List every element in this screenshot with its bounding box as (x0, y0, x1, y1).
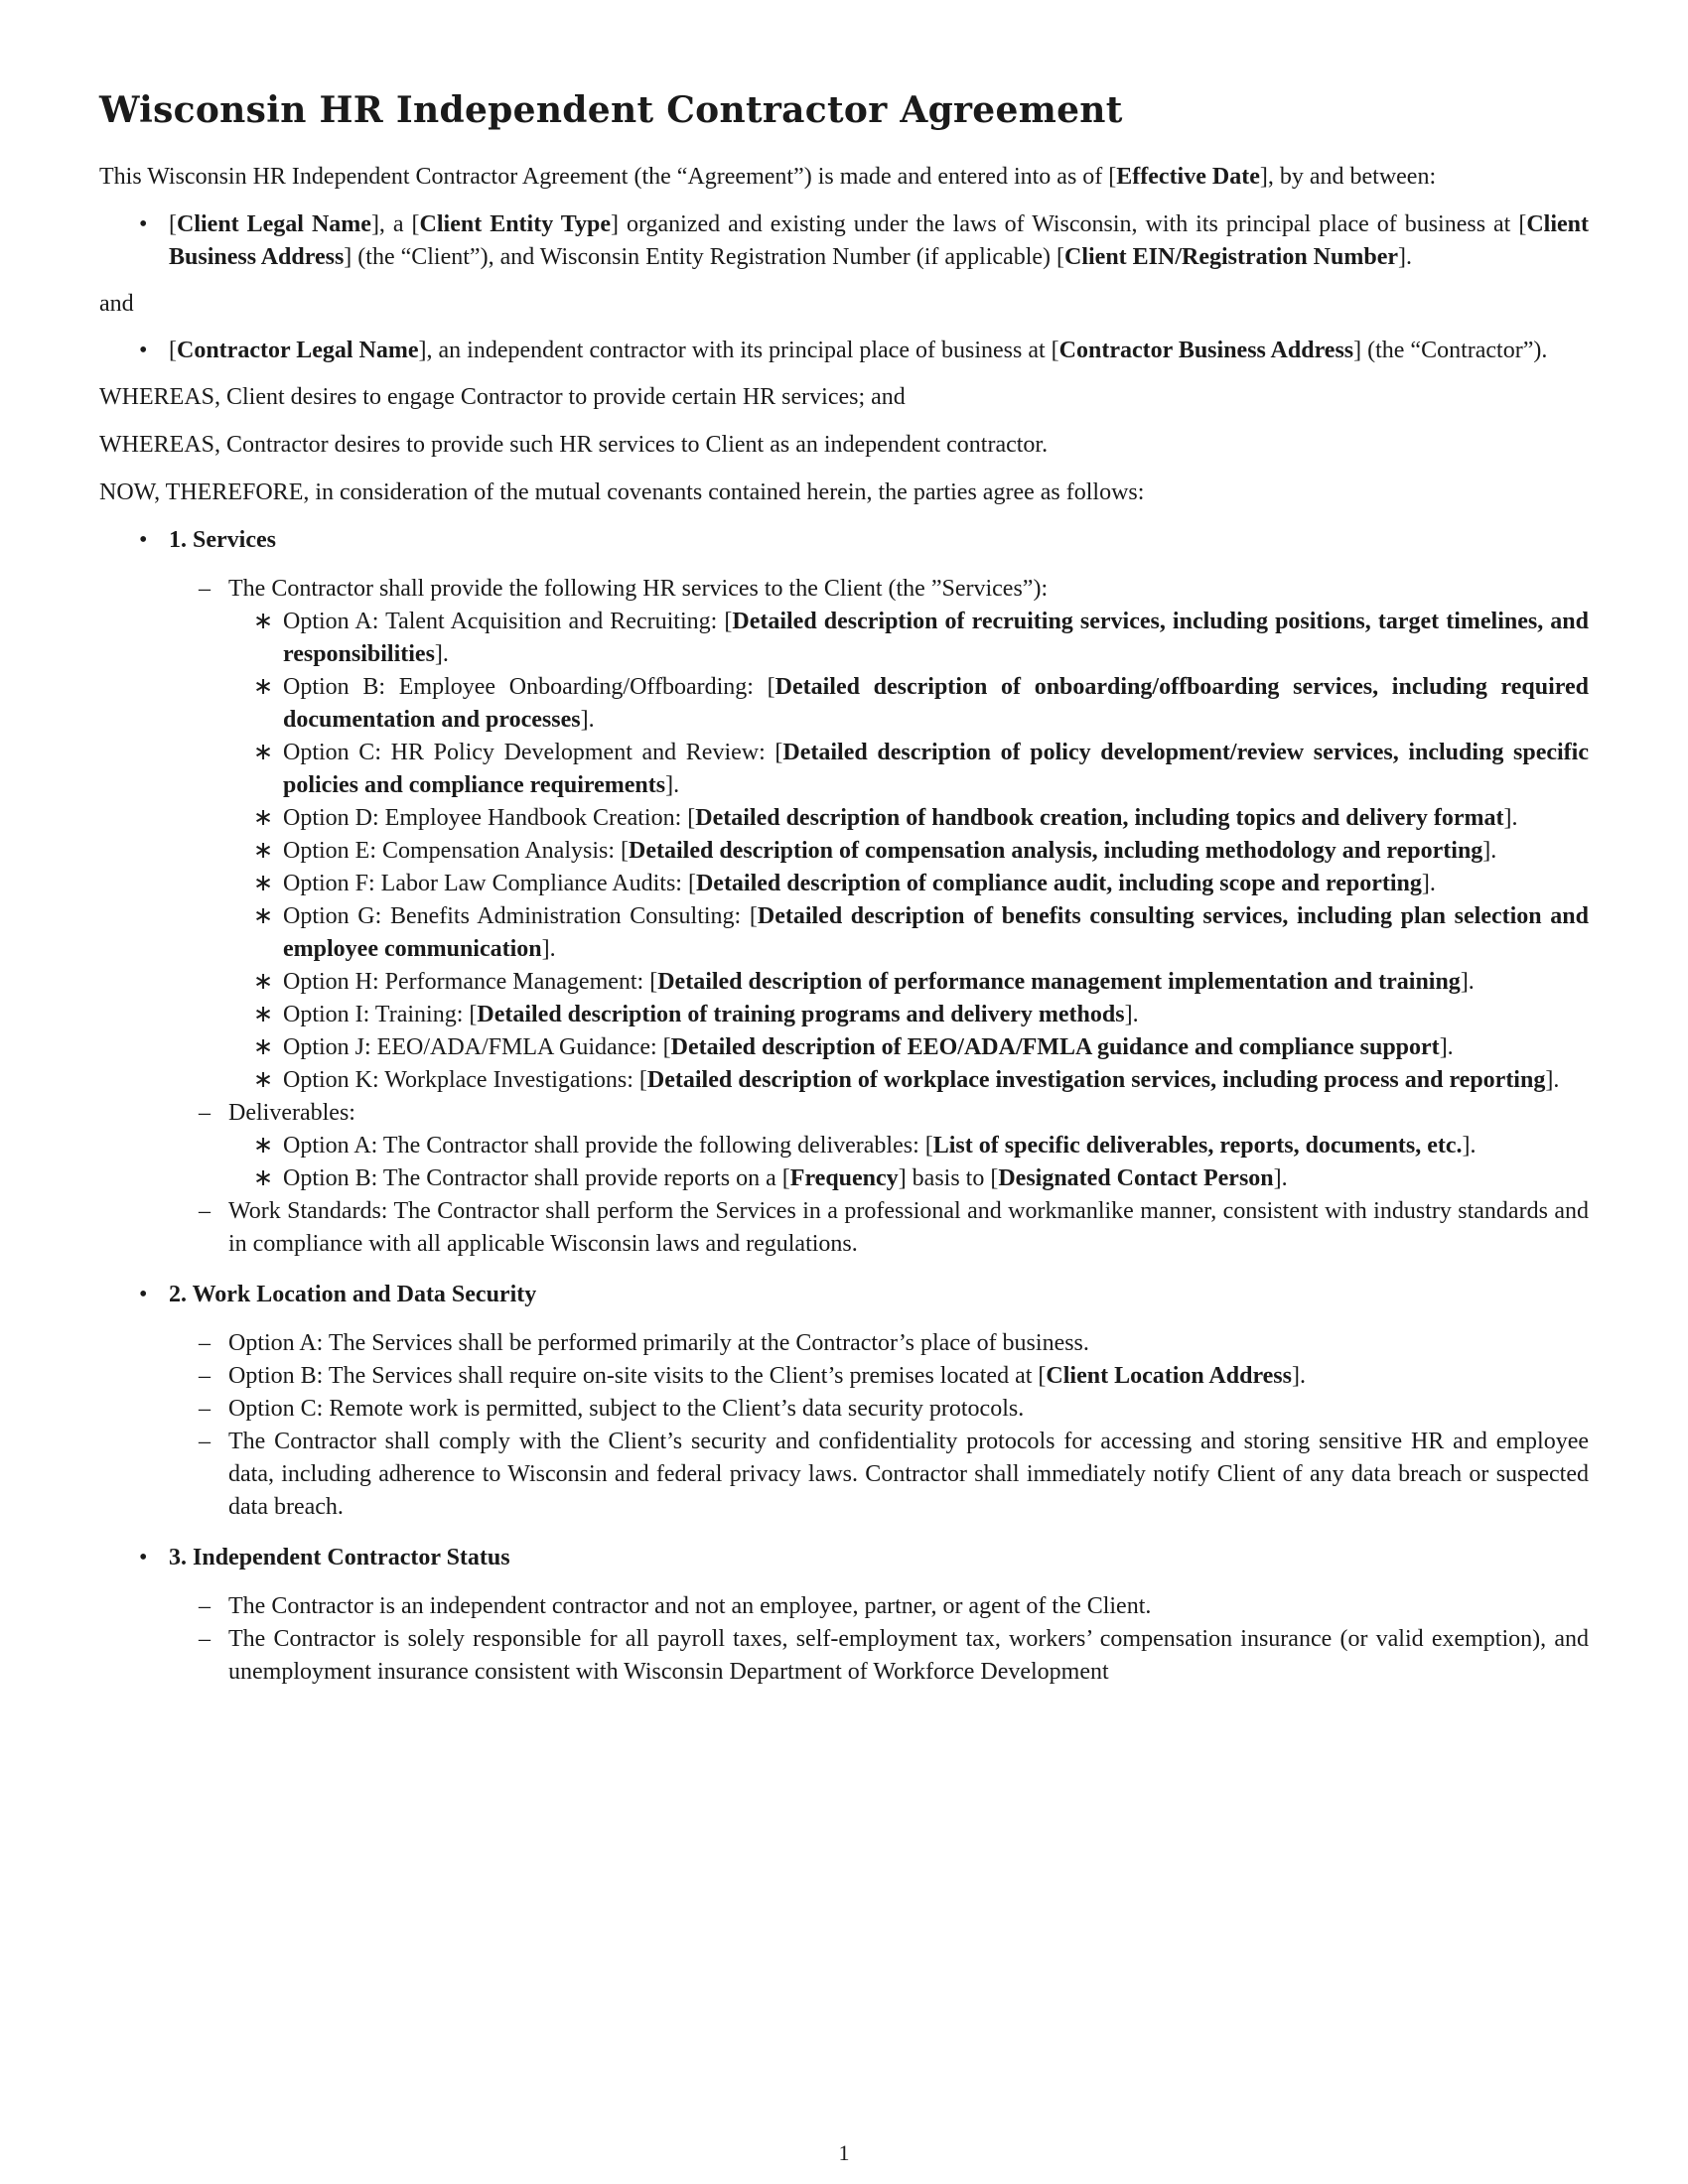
document-page (99, 89, 1589, 1705)
deliverables: – Deliverables: ∗ Option A: The Contractor shall provide the following deliverables: [List of specific deliverables, reports, documents, etc.]. ∗ Option B: The Contractor shall provide reports on a [Frequency] basis to [Designated Contact Person]. (199, 1097, 1589, 1195)
location-option: – Option B: The Services shall require on-site visits to the Client’s premises located at [Client Location Address]. (199, 1360, 1589, 1393)
location-option: – Option A: The Services shall be performed primarily at the Contractor’s place of business. (199, 1327, 1589, 1360)
contractor-party: • [Contractor Legal Name], an independent contractor with its principal place of business at [Contractor Business Address] (the “Contractor”). (99, 335, 1589, 367)
intro-paragraph: This Wisconsin HR Independent Contractor Agreement (the “Agreement”) is made and entered into as of [Effective Date], by and between: (99, 164, 1437, 190)
service-option: ∗ Option E: Compensation Analysis: [Detailed description of compensation analysis, including methodology and reporting]. (253, 835, 1589, 868)
deliverables-list (253, 1130, 1589, 1195)
service-option: ∗ Option C: HR Policy Development and Review: [Detailed description of policy development/review services, including specific policies and compliance requirements]. (253, 737, 1589, 802)
client-location-address-placeholder: Client Location Address (1046, 1363, 1292, 1389)
work-standards: – Work Standards: The Contractor shall perform the Services in a professional and workmanlike manner, consistent with industry standards and in compliance with all applicable Wisconsin laws and regulations. (199, 1195, 1589, 1261)
location-option: – Option C: Remote work is permitted, subject to the Client’s data security protocols. (199, 1393, 1589, 1426)
services-intro: – The Contractor shall provide the following HR services to the Client (the ”Services”): ∗ Option A: Talent Acquisition and Recruiting: [Detailed description of recruiting services, including positions, target timelines, and responsibilities]. ∗ Option B: Employee Onboarding/Offboarding: [Detailed description of onboarding/offboarding services, including required documentation and processes]. ∗ Option C: HR Policy Development and Review: [Detailed description of policy development/review services, including specific policies and compliance requirements]. ∗ Option D: Employee Handbook Creation: [Detailed description of handbook creation, including topics and delivery format]. ∗ Option E: Compensation Analysis: [Detailed description of compensation analysis, including methodology and reporting]. ∗ Option F: Labor Law Compliance Audits: [Detailed description of compliance audit, including scope and reporting]. ∗ Option G: Benefits Administration Consulting: [Detailed description of benefits consulting services, including plan selection and employee communication]. ∗ Option H: Performance Management: [Detailed description of performance management implementation and training]. ∗ Option I: Training: [Detailed description of training programs and delivery methods]. ∗ Option J: EEO/ADA/FMLA Guidance: [Detailed description of EEO/ADA/FMLA guidance and compliance support]. ∗ Option K: Workplace Investigations: [Detailed description of workplace investigation services, including process and reporting]. (199, 573, 1589, 1097)
whereas-2: WHEREAS, Contractor desires to provide such HR services to Client as an independent contractor. (99, 432, 1049, 458)
client-party-list (99, 208, 1589, 274)
contractor-status-list (199, 1590, 1589, 1689)
section-heading: • 3. Independent Contractor Status (99, 1542, 1589, 1574)
deliverable-option: ∗ Option B: The Contractor shall provide reports on a [Frequency] basis to [Designated Contact Person]. (253, 1162, 1589, 1195)
service-option: ∗ Option H: Performance Management: [Detailed description of performance management implementation and training]. (253, 966, 1589, 999)
work-location-list (199, 1327, 1589, 1524)
contractor-legal-name-placeholder: Contractor Legal Name (177, 338, 419, 363)
whereas-1: WHEREAS, Client desires to engage Contractor to provide certain HR services; and (99, 384, 906, 410)
section-work-location (99, 1279, 1589, 1524)
service-option: ∗ Option D: Employee Handbook Creation: [Detailed description of handbook creation, including topics and delivery format]. (253, 802, 1589, 835)
and-text: and (99, 291, 134, 317)
deliverable-option: ∗ Option A: The Contractor shall provide the following deliverables: [List of specific deliverables, reports, documents, etc.]. (253, 1130, 1589, 1162)
service-option: ∗ Option G: Benefits Administration Consulting: [Detailed description of benefits consulting services, including plan selection and employee communication]. (253, 900, 1589, 966)
status-clause: – The Contractor is solely responsible for all payroll taxes, self-employment tax, workers’ compensation insurance (or valid exemption), and unemployment insurance consistent with Wisconsin Department of Workforce Development (199, 1623, 1589, 1689)
now-therefore: NOW, THEREFORE, in consideration of the mutual covenants contained herein, the parties agree as follows: (99, 479, 1145, 505)
section-contractor-status (99, 1542, 1589, 1689)
services-list (199, 573, 1589, 1261)
client-party: • [Client Legal Name], a [Client Entity Type] organized and existing under the laws of Wisconsin, with its principal place of business at [Client Business Address] (the “Client”), and Wisconsin Entity Registration Number (if applicable) [Client EIN/Registration Number]. (99, 208, 1589, 274)
service-option: ∗ Option J: EEO/ADA/FMLA Guidance: [Detailed description of EEO/ADA/FMLA guidance and compliance support]. (253, 1031, 1589, 1064)
contractor-party-list (99, 335, 1589, 367)
service-option: ∗ Option F: Labor Law Compliance Audits: [Detailed description of compliance audit, including scope and reporting]. (253, 868, 1589, 900)
client-entity-type-placeholder: Client Entity Type (419, 211, 611, 237)
service-options-list (253, 606, 1589, 1097)
service-option: ∗ Option I: Training: [Detailed description of training programs and delivery methods]. (253, 999, 1589, 1031)
section-heading: • 1. Services (99, 524, 1589, 557)
contractor-business-address-placeholder: Contractor Business Address (1058, 338, 1354, 363)
data-security-clause: – The Contractor shall comply with the Client’s security and confidentiality protocols for accessing and storing sensitive HR and employee data, including adherence to Wisconsin and federal privacy laws. Contractor shall immediately notify Client of any data breach or suspected data breach. (199, 1426, 1589, 1524)
effective-date-placeholder: Effective Date (1116, 164, 1260, 190)
section-services (99, 524, 1589, 1261)
status-clause: – The Contractor is an independent contractor and not an employee, partner, or agent of the Client. (199, 1590, 1589, 1623)
page-number: 1 (838, 2140, 850, 2165)
client-business-address-placeholder: Client Business Address (169, 211, 1589, 270)
document-title: Wisconsin HR Independent Contractor Agreement (99, 89, 1123, 131)
service-option: ∗ Option B: Employee Onboarding/Offboarding: [Detailed description of onboarding/offboarding services, including required documentation and processes]. (253, 671, 1589, 737)
section-heading: • 2. Work Location and Data Security (99, 1279, 1589, 1311)
service-option: ∗ Option K: Workplace Investigations: [Detailed description of workplace investigation services, including process and reporting]. (253, 1064, 1589, 1097)
service-option: ∗ Option A: Talent Acquisition and Recruiting: [Detailed description of recruiting services, including positions, target timelines, and responsibilities]. (253, 606, 1589, 671)
client-ein-placeholder: Client EIN/Registration Number (1064, 244, 1398, 270)
client-legal-name-placeholder: Client Legal Name (177, 211, 371, 237)
